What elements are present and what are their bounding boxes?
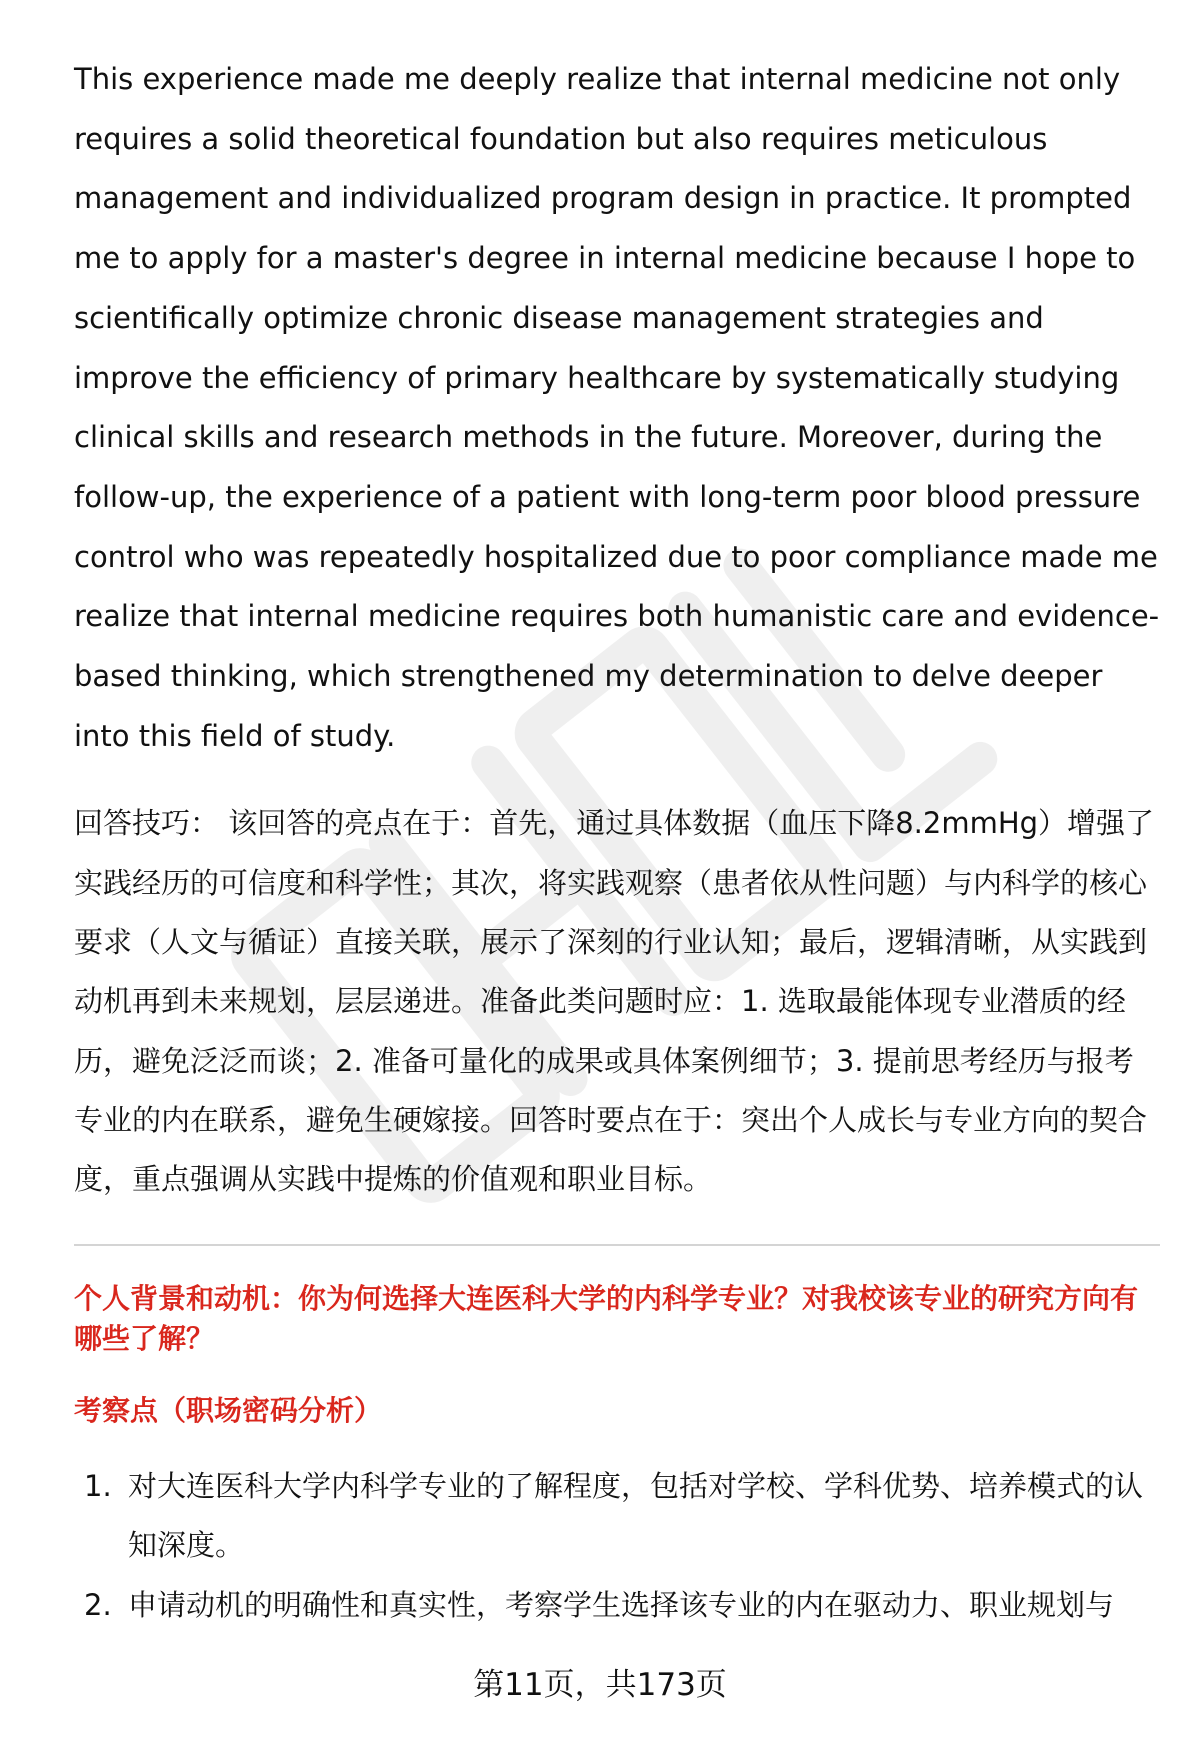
- page-number: 第11页，共173页: [473, 1667, 727, 1703]
- section-divider: [74, 1244, 1160, 1246]
- list-item-number: 2.: [84, 1587, 112, 1622]
- list-item-text: 申请动机的明确性和真实性，考察学生选择该专业的内在驱动力、职业规划与: [128, 1587, 1115, 1622]
- answer-paragraph: This experience made me deeply realize that internal medicine not only requires a solid theoretical foundation but also requires meticulous management and individualized program design in practice. It prompted me to apply for a master's degree in internal medicine because I hope to scientifically optimize chronic disease management strategies and improve the efficiency of primary healthcare by systematically studying clinical skills and research methods in the future. Moreover, during the follow-up, the experience of a patient with long-term poor blood pressure control who was repeatedly hospitalized due to poor compliance made me realize that internal medicine requires both humanistic care and evidence-based thinking, which strengthened my determination to delve deeper into this field of study.: [74, 62, 1160, 753]
- document-page: [74, 50, 1160, 1635]
- list-item: [74, 1576, 1160, 1636]
- answer-tips: 回答技巧： 该回答的亮点在于：首先，通过具体数据（血压下降8.2mmHg）增强了实践经历的可信度和科学性；其次，将实践观察（患者依从性问题）与内科学的核心要求（人文与循证）直接关联，展示了深刻的行业认知；最后，逻辑清晰，从实践到动机再到未来规划，层层递进。准备此类问题时应：1. 选取最能体现专业潜质的经历，避免泛泛而谈；2. 准备可量化的成果或具体案例细节；3. 提前思考经历与报考专业的内在联系，避免生硬嫁接。回答时要点在于：突出个人成长与专业方向的契合度，重点强调从实践中提炼的价值观和职业目标。: [74, 806, 1155, 1197]
- assessment-heading: 考察点（职场密码分析）: [74, 1393, 383, 1427]
- assessment-points-list: [74, 1457, 1160, 1636]
- list-item: [74, 1457, 1160, 1576]
- list-item-text: 对大连医科大学内科学专业的了解程度，包括对学校、学科优势、培养模式的认知深度。: [128, 1468, 1144, 1563]
- question-title: 个人背景和动机：你为何选择大连医科大学的内科学专业？对我校该专业的研究方向有哪些了解？: [74, 1281, 1139, 1355]
- list-item-number: 1.: [84, 1468, 112, 1503]
